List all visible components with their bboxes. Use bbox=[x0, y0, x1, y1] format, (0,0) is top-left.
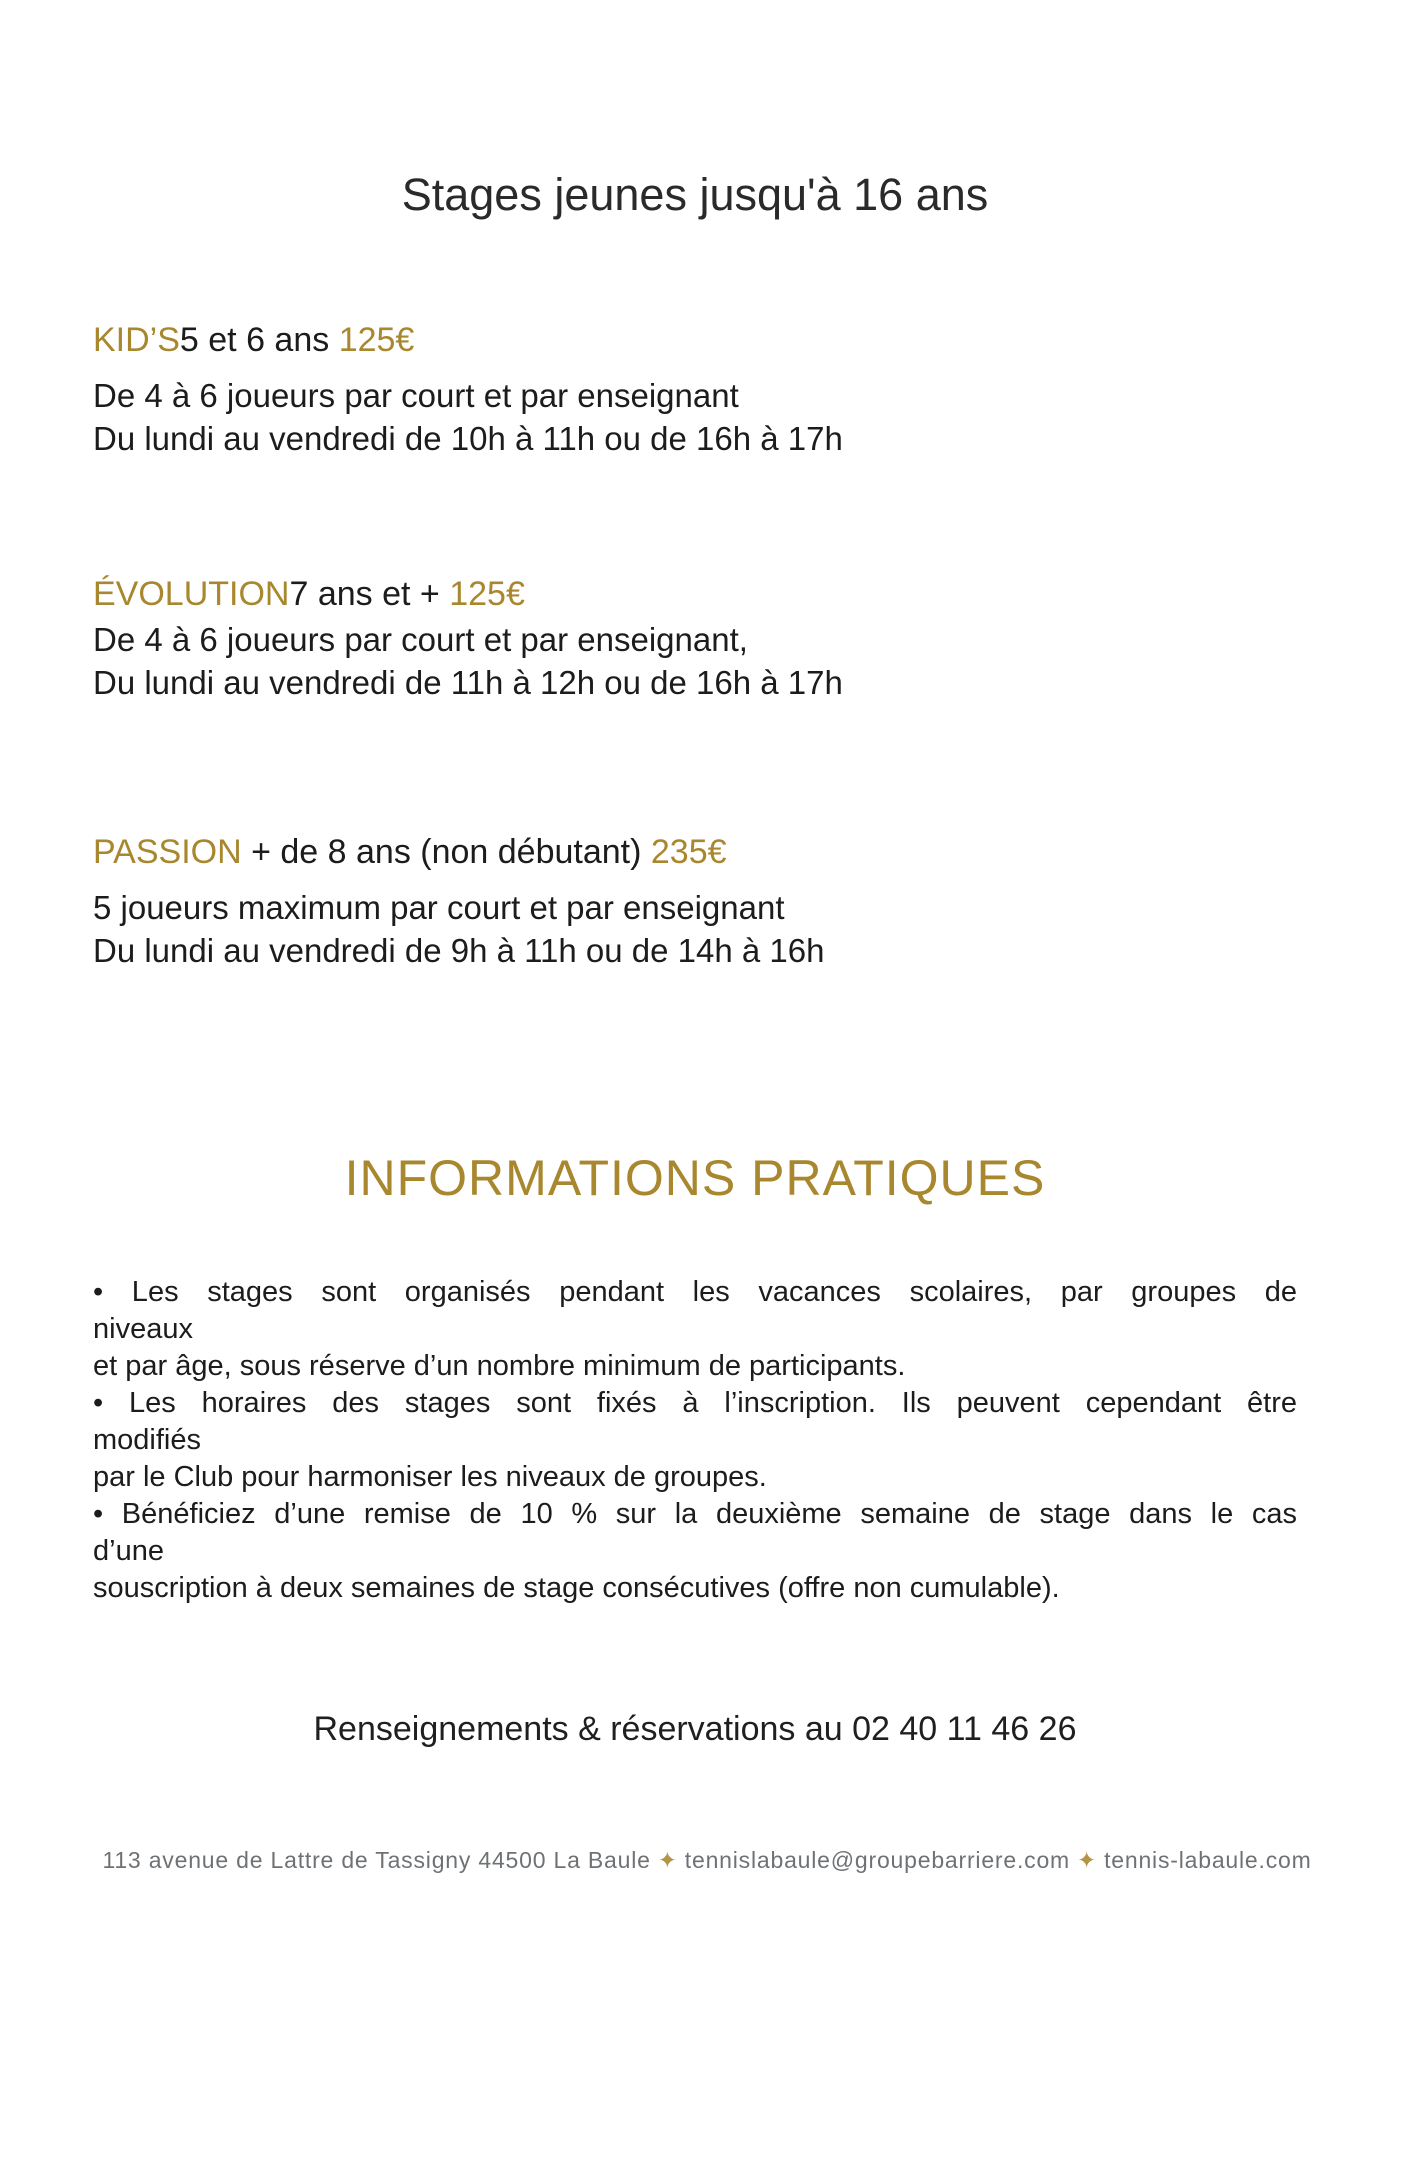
stage-section-passion bbox=[93, 830, 1297, 972]
stage-heading bbox=[93, 572, 1297, 616]
stage-info: 5 et 6 ans bbox=[179, 321, 339, 359]
stage-details bbox=[93, 374, 1297, 460]
practical-info-heading: INFORMATIONS PRATIQUES bbox=[344, 1150, 1046, 1206]
stage-detail-line: De 4 à 6 joueurs par court et par enseignant bbox=[93, 377, 739, 414]
practical-info-list bbox=[93, 1274, 1297, 1607]
info-line: modifiés bbox=[93, 1424, 201, 1456]
stage-info: 7 ans et + bbox=[289, 575, 450, 613]
info-line: niveaux bbox=[93, 1313, 193, 1345]
info-line: • Bénéficiez d’une remise de 10 % sur la deuxième semaine de stage dans le cas bbox=[93, 1498, 1297, 1530]
info-line: • Les stages sont organisés pendant les vacances scolaires, par groupes de bbox=[93, 1276, 1297, 1308]
info-line: et par âge, sous réserve d’un nombre minimum de participants. bbox=[93, 1350, 906, 1382]
stage-info: + de 8 ans (non débutant) bbox=[241, 833, 651, 871]
stage-detail-line: Du lundi au vendredi de 9h à 11h ou de 14h à 16h bbox=[93, 932, 825, 969]
stage-detail-line: Du lundi au vendredi de 11h à 12h ou de 16h à 17h bbox=[93, 664, 843, 701]
page-content bbox=[0, 168, 1414, 1751]
stage-detail-line: 5 joueurs maximum par court et par enseignant bbox=[93, 889, 785, 926]
footer-website: tennis-labaule.com bbox=[1104, 1847, 1312, 1873]
footer-address: 113 avenue de Lattre de Tassigny 44500 La Baule bbox=[102, 1847, 651, 1873]
sparkle-icon: ✦ bbox=[657, 1847, 678, 1873]
footer bbox=[0, 1845, 1414, 1875]
info-line: par le Club pour harmoniser les niveaux de groupes. bbox=[93, 1461, 767, 1493]
stage-section-kids bbox=[93, 318, 1297, 460]
stage-name: ÉVOLUTION bbox=[93, 575, 290, 613]
stage-section-evolution bbox=[93, 572, 1297, 704]
stage-detail-line: Du lundi au vendredi de 10h à 11h ou de 16h à 17h bbox=[93, 420, 843, 457]
stage-details bbox=[93, 618, 1297, 704]
stage-detail-line: De 4 à 6 joueurs par court et par enseignant, bbox=[93, 621, 748, 658]
contact-line: Renseignements & réservations au 02 40 11 46 26 bbox=[313, 1710, 1077, 1748]
stage-price: 235€ bbox=[650, 833, 727, 871]
info-line: d’une bbox=[93, 1535, 164, 1567]
stage-name: PASSION bbox=[93, 833, 242, 871]
stage-details bbox=[93, 886, 1297, 972]
info-line: souscription à deux semaines de stage consécutives (offre non cumulable). bbox=[93, 1572, 1060, 1604]
stage-price: 125€ bbox=[449, 575, 525, 613]
sparkle-icon: ✦ bbox=[1077, 1847, 1098, 1873]
stage-price: 125€ bbox=[338, 321, 415, 359]
footer-email: tennislabaule@groupebarriere.com bbox=[684, 1847, 1071, 1873]
page-title: Stages jeunes jusqu'à 16 ans bbox=[401, 169, 989, 220]
stage-name: KID’S bbox=[93, 321, 180, 359]
info-line: • Les horaires des stages sont fixés à l’inscription. Ils peuvent cependant être bbox=[93, 1387, 1297, 1419]
stage-heading bbox=[93, 830, 1297, 874]
stage-heading bbox=[93, 318, 1297, 362]
